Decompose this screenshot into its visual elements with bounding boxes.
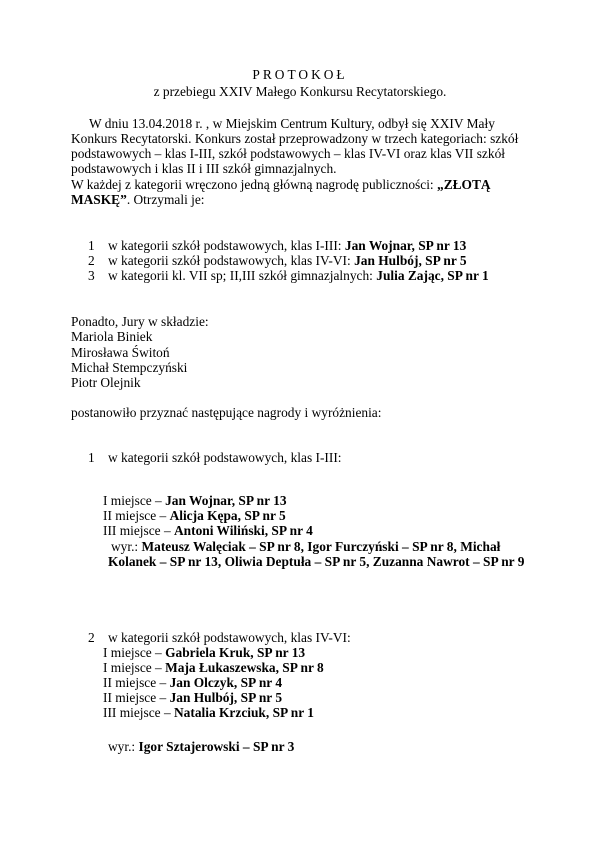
distinction-names: Kolanek – SP nr 13, Oliwia Deptuła – SP nr 5, Zuzanna Nawrot – SP nr 9 <box>108 554 525 569</box>
category-2-place-3 <box>103 675 282 691</box>
category-2-place-4 <box>103 690 282 706</box>
audience-award-text <box>108 268 489 284</box>
award-line <box>71 177 491 193</box>
distinction-names: Igor Sztajerowski – SP nr 3 <box>138 739 295 754</box>
category-1-distinction-line-2 <box>108 554 524 570</box>
list-number: 1 <box>88 450 95 465</box>
category-2-place-2 <box>103 660 324 676</box>
category-2-heading <box>88 630 351 646</box>
intro-line-3: podstawowych – klas I-III, szkół podstawowych – klas IV-VI oraz klas VII szkół <box>71 146 505 161</box>
audience-award-item-3 <box>88 268 489 284</box>
audience-award-winner: Jan Wojnar, SP nr 13 <box>344 238 467 253</box>
place-label: II miejsce – <box>103 690 170 705</box>
intro-line-4: podstawowych i klas II i III szkół gimnazjalnych. <box>71 161 337 176</box>
place-label: III miejsce – <box>103 705 175 720</box>
jury-member: Michał Stempczyński <box>71 360 188 375</box>
jury-intro: Ponadto, Jury w składzie: <box>71 314 209 329</box>
list-number: 1 <box>88 238 95 253</box>
audience-award-category: w kategorii kl. VII sp; II,III szkół gimnazjalnych: <box>108 268 377 283</box>
jury-member: Mirosława Świtoń <box>71 345 170 360</box>
place-label: II miejsce – <box>103 675 170 690</box>
category-2-distinction <box>108 739 294 755</box>
list-number: 2 <box>88 253 95 268</box>
category-2-place-5 <box>103 705 314 721</box>
distinction-label: wyr.: <box>111 539 142 554</box>
distinction-label: wyr.: <box>108 739 139 754</box>
place-winner: Jan Hulbój, SP nr 5 <box>169 690 283 705</box>
category-1-heading <box>88 450 342 466</box>
audience-award-item-1 <box>88 238 467 254</box>
audience-award-item-2 <box>88 253 467 269</box>
category-1-distinction-line-1 <box>111 539 500 555</box>
place-label: I miejsce – <box>103 660 166 675</box>
intro-line-1: W dniu 13.04.2018 r. , w Miejskim Centrum Kultury, odbył się XXIV Mały <box>89 116 495 131</box>
audience-award-category: w kategorii szkół podstawowych, klas IV-VI: <box>108 253 355 268</box>
category-2-place-1 <box>103 645 305 661</box>
jury-member: Mariola Biniek <box>71 329 153 344</box>
place-winner: Natalia Krzciuk, SP nr 1 <box>174 705 315 720</box>
audience-award-winner: Jan Hulbój, SP nr 5 <box>354 253 467 268</box>
place-winner: Gabriela Kruk, SP nr 13 <box>165 645 306 660</box>
list-number: 2 <box>88 630 95 645</box>
category-1-place-3 <box>103 523 313 539</box>
category-1-title: w kategorii szkół podstawowych, klas I-III: <box>108 450 342 465</box>
audience-award-text <box>108 238 466 254</box>
category-2-title: w kategorii szkół podstawowych, klas IV-VI: <box>108 630 351 645</box>
category-1-place-1 <box>103 493 287 509</box>
place-winner: Alicja Kępa, SP nr 5 <box>169 508 286 523</box>
audience-award-winner: Julia Zając, SP nr 1 <box>376 268 489 283</box>
award-line-continued <box>71 192 205 208</box>
award-line-prefix: W każdej z kategorii wręczono jedną główną nagrodę publiczności: <box>71 177 437 192</box>
place-label: II miejsce – <box>103 508 170 523</box>
place-label: III miejsce – <box>103 523 175 538</box>
audience-award-text <box>108 253 467 269</box>
award-name-part-1: „ZŁOTĄ <box>437 177 491 192</box>
place-winner: Antoni Wiliński, SP nr 4 <box>174 523 313 538</box>
place-label: I miejsce – <box>103 645 166 660</box>
place-winner: Maja Łukaszewska, SP nr 8 <box>165 660 324 675</box>
place-winner: Jan Olczyk, SP nr 4 <box>169 675 283 690</box>
place-label: I miejsce – <box>103 493 166 508</box>
audience-award-category: w kategorii szkół podstawowych, klas I-III: <box>108 238 345 253</box>
jury-decision: postanowiło przyznać następujące nagrody i wyróżnienia: <box>71 405 382 420</box>
award-line-suffix: . Otrzymali je: <box>126 192 205 207</box>
jury-member: Piotr Olejnik <box>71 375 141 390</box>
list-number: 3 <box>88 268 95 283</box>
document-title: PROTOKOŁ <box>252 67 348 82</box>
document-subtitle: z przebiegu XXIV Małego Konkursu Recytatorskiego. <box>153 84 447 99</box>
place-winner: Jan Wojnar, SP nr 13 <box>165 493 287 508</box>
intro-line-2: Konkurs Recytatorski. Konkurs został przeprowadzony w trzech kategoriach: szkół <box>71 131 519 146</box>
category-1-place-2 <box>103 508 286 524</box>
distinction-names: Mateusz Walęciak – SP nr 8, Igor Furczyński – SP nr 8, Michał <box>141 539 501 554</box>
award-name-part-2: MASKĘ” <box>71 192 127 207</box>
